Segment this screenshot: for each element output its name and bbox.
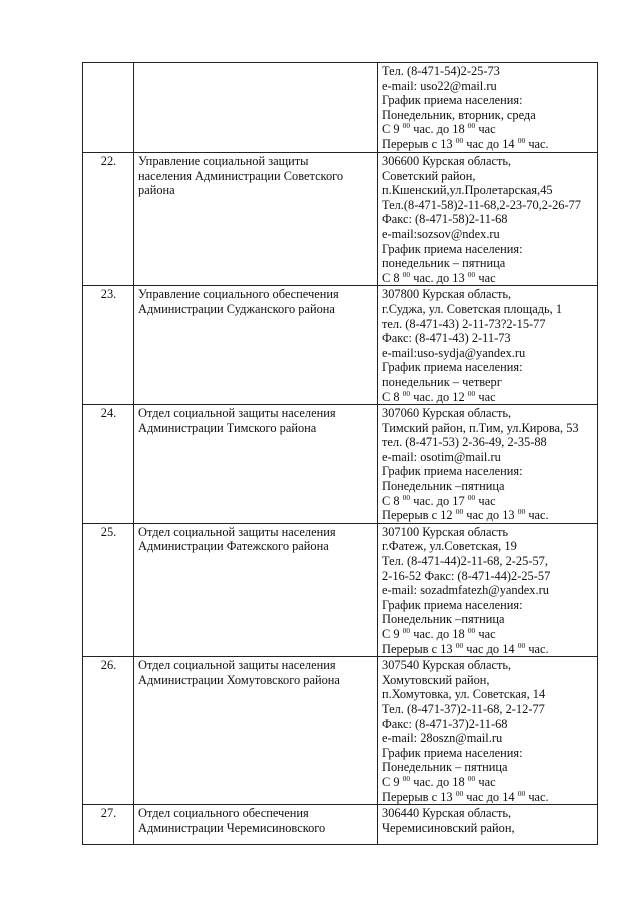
table-row	[83, 63, 598, 153]
contact-line: e-mail: uso22@mail.ru	[382, 78, 497, 93]
contact-line: Перерыв с 13 $^{00}$ час до 14 $^{00}$ час.	[382, 641, 549, 656]
contacts-table-body	[83, 63, 598, 845]
organization-name	[134, 657, 378, 805]
organization-name	[134, 405, 378, 524]
contact-line: Факс: (8-471-37)2-11-68	[382, 716, 508, 731]
contact-info	[378, 523, 598, 656]
row-number: 25.	[83, 523, 134, 656]
contact-line: Перерыв с 13 $^{00}$ час до 14 $^{00}$ час.	[382, 789, 549, 804]
organization-line: Администрации Тимского района	[138, 420, 317, 435]
contact-line: График приема населения:	[382, 241, 523, 256]
contact-line: г.Фатеж, ул.Советская, 19	[382, 539, 517, 554]
contact-line: Понедельник –пятница	[382, 612, 505, 627]
row-number: 24.	[83, 405, 134, 524]
row-number: 22.	[83, 153, 134, 286]
contact-line: График приема населения:	[382, 597, 523, 612]
row-number: 26.	[83, 657, 134, 805]
contact-line: понедельник – пятница	[382, 256, 506, 271]
table-row	[83, 657, 598, 805]
contact-line: Тел.(8-471-58)2-11-68,2-23-70,2-26-77	[382, 197, 581, 212]
contact-line: 307540 Курская область,	[382, 658, 512, 673]
organization-name	[134, 153, 378, 286]
organization-name	[134, 805, 378, 845]
contact-line: График приема населения:	[382, 93, 523, 108]
contact-line: e-mail: 28oszn@mail.ru	[382, 731, 503, 746]
contact-line: Тел. (8-471-54)2-25-73	[382, 64, 500, 78]
organization-name	[134, 523, 378, 656]
table-row	[83, 523, 598, 656]
contact-line: График приема населения:	[382, 464, 523, 479]
row-number: 27.	[83, 805, 134, 845]
contact-line: тел. (8-471-43) 2-11-73?2-15-77	[382, 316, 546, 331]
contact-line: 306440 Курская область,	[382, 806, 512, 821]
contact-line: Понедельник –пятница	[382, 479, 505, 494]
organization-line: Отдел социального обеспечения	[138, 806, 309, 821]
table-row	[83, 405, 598, 524]
contact-line: 2-16-52 Факс: (8-471-44)2-25-57	[382, 568, 551, 583]
contact-line: Понедельник – пятница	[382, 760, 508, 775]
organization-name	[134, 286, 378, 405]
contact-info	[378, 805, 598, 845]
contact-line: 307800 Курская область,	[382, 287, 512, 302]
contact-line: e-mail: sozadmfatezh@yandex.ru	[382, 583, 549, 598]
contact-info	[378, 405, 598, 524]
contact-line: С 8 $^{00}$ час. до 13 $^{00}$ час	[382, 270, 496, 285]
contact-line: Тел. (8-471-44)2-11-68, 2-25-57,	[382, 554, 548, 569]
row-number	[83, 63, 134, 153]
contact-line: e-mail:sozsov@ndex.ru	[382, 226, 500, 241]
organization-line: населения Администрации Советского	[138, 168, 344, 183]
contact-info	[378, 153, 598, 286]
contact-line: С 8 $^{00}$ час. до 12 $^{00}$ час	[382, 389, 496, 404]
organization-line: Отдел социальной защиты населения	[138, 406, 336, 421]
organization-line: Администрации Черемисиновского	[138, 820, 326, 835]
contact-line: С 9 $^{00}$ час. до 18 $^{00}$ час	[382, 774, 496, 789]
contact-line: Понедельник, вторник, среда	[382, 107, 536, 122]
contact-line: e-mail:uso-sydja@yandex.ru	[382, 345, 526, 360]
contact-line: понедельник – четверг	[382, 374, 502, 389]
contact-line: Тимский район, п.Тим, ул.Кирова, 53	[382, 420, 579, 435]
contact-info	[378, 63, 598, 153]
organization-line: Администрации Суджанского района	[138, 301, 335, 316]
organization-name	[134, 63, 378, 153]
contact-line: Тел. (8-471-37)2-11-68, 2-12-77	[382, 701, 545, 716]
table-row	[83, 286, 598, 405]
organization-line: Отдел социальной защиты населения	[138, 524, 336, 539]
contact-line: График приема населения:	[382, 360, 523, 375]
contact-line: 307100 Курская область	[382, 524, 509, 539]
organization-line: Администрации Фатежского района	[138, 539, 329, 554]
contact-line: С 9 $^{00}$ час. до 18 $^{00}$ час	[382, 122, 496, 137]
organization-line: Управление социального обеспечения	[138, 287, 339, 302]
contact-line: Факс: (8-471-58)2-11-68	[382, 212, 508, 227]
contact-line: С 9 $^{00}$ час. до 18 $^{00}$ час	[382, 627, 496, 641]
contact-line: тел. (8-471-53) 2-36-49, 2-35-88	[382, 435, 547, 450]
table-row	[83, 805, 598, 845]
contact-info	[378, 286, 598, 405]
contact-line: 306600 Курская область,	[382, 154, 512, 168]
contact-line: Хомутовский район,	[382, 672, 490, 687]
contact-line: График приема населения:	[382, 745, 523, 760]
contact-line: г.Суджа, ул. Советская площадь, 1	[382, 301, 563, 316]
contact-info	[378, 657, 598, 805]
table-row	[83, 153, 598, 286]
row-number: 23.	[83, 286, 134, 405]
contact-line: С 8 $^{00}$ час. до 17 $^{00}$ час	[382, 493, 496, 508]
contact-line: Черемисиновский район,	[382, 820, 515, 835]
contact-line: Факс: (8-471-43) 2-11-73	[382, 331, 511, 346]
contact-line: п.Кшенский,ул.Пролетарская,45	[382, 183, 553, 198]
organization-line: Управление социальной защиты	[138, 154, 309, 168]
contact-line: п.Хомутовка, ул. Советская, 14	[382, 687, 546, 702]
organization-line: Отдел социальной защиты населения	[138, 658, 336, 673]
organization-line: Администрации Хомутовского района	[138, 672, 340, 687]
contact-line: Перерыв с 13 $^{00}$ час до 14 $^{00}$ час.	[382, 136, 549, 151]
contact-line: Советский район,	[382, 168, 476, 183]
contact-line: e-mail: osotim@mail.ru	[382, 449, 501, 464]
contacts-table	[82, 62, 598, 845]
organization-line: района	[138, 183, 175, 198]
contact-line: Перерыв с 12 $^{00}$ час до 13 $^{00}$ час.	[382, 508, 549, 523]
contact-line: 307060 Курская область,	[382, 406, 512, 421]
